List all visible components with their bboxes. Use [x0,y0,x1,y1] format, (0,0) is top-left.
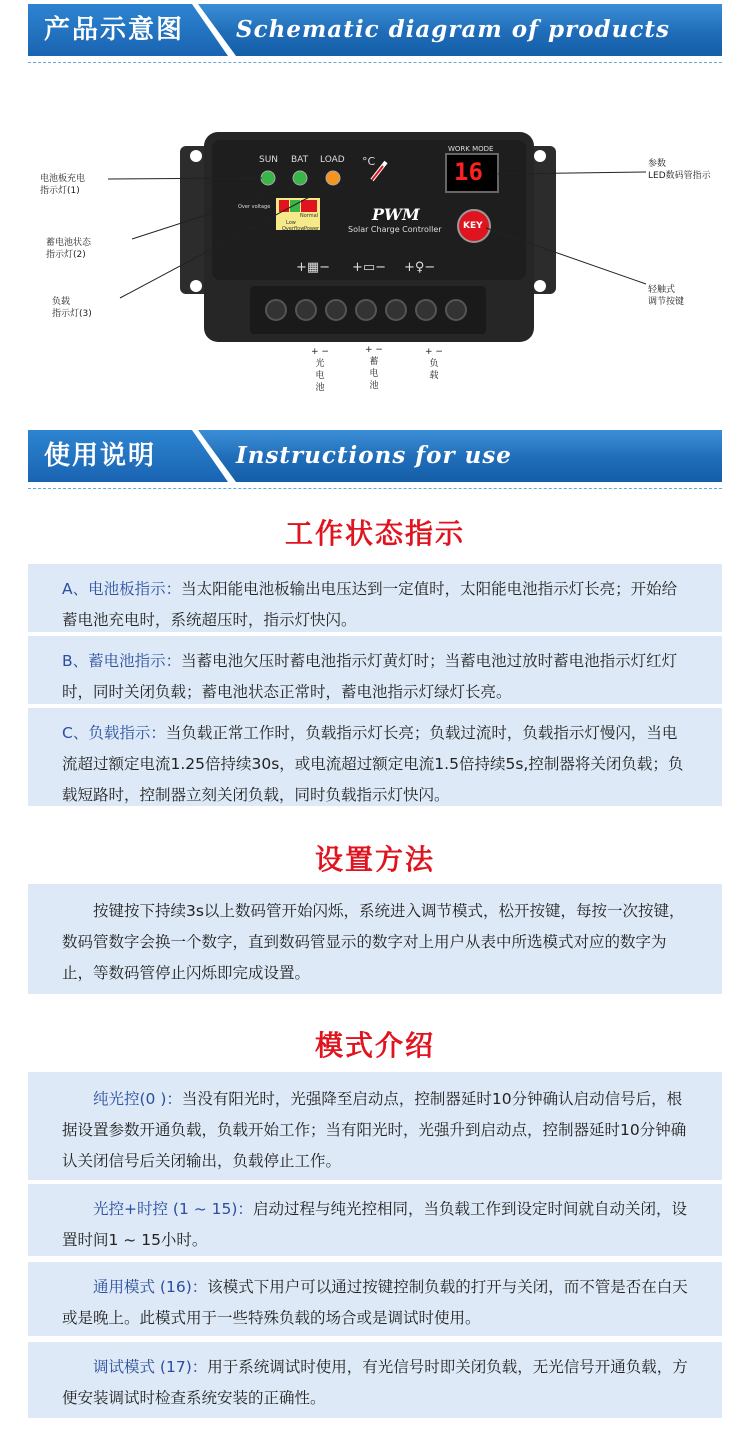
instructions-banner [28,430,722,482]
terminal-label-battery: + − 蓄 电 池 [365,345,383,391]
terminal-label-load: + − 负 载 [425,347,443,381]
callout-param-display: 参数 LED数码管指示 [648,159,711,181]
item-label: 光控+时控 (1 ~ 15)： [93,1200,253,1218]
pv-symbol: +▦− [296,260,331,275]
card-mode-debug [28,1342,722,1418]
battery-symbol: +▭− [352,260,387,275]
terminal-label-pv: + − 光 电 池 [311,347,329,393]
bat-label: BAT [291,155,309,165]
card-panel-indicator [28,564,722,632]
section-title-status: 工作状态指示 [284,517,465,550]
item-text: 当负载正常工作时，负载指示灯长亮；负载过流时，负载指示灯慢闪，当电流超过额定电流1.25倍持续30s，或电流超过额定电流1.5倍持续5s,控制器将关闭负载；负载短路时，控制器立刻关闭负载，同时负载指示灯快闪。 [62,724,684,804]
item-label: 通用模式 (16)： [93,1278,208,1296]
product-diagram-banner [28,4,722,56]
card-mode-light-timer [28,1184,722,1256]
overflow-label: Overflow [282,226,305,232]
item-label: 调试模式 (17)： [93,1358,208,1376]
callout-panel-indicator: 电池板充电 指示灯(1) [40,174,86,196]
divider [28,62,722,63]
section-title-setup: 设置方法 [314,843,435,876]
banner-title-cn: 产品示意图 [44,15,185,45]
celsius-label: °C [362,155,376,168]
callout-battery-indicator: 蓄电池状态 指示灯(2) [46,238,92,260]
item-text: 当太阳能电池板输出电压达到一定值时，太阳能电池指示灯长亮；开始给蓄电池充电时，系统超压时，指示灯快闪。 [62,580,678,629]
card-mode-general [28,1262,722,1336]
low-label: Low [286,220,296,226]
callout-key: 轻触式 调节按键 [648,285,685,307]
divider [28,488,722,489]
item-text: 用于系统调试时使用，有光信号时即关闭负载，无光信号开通负载，方便安装调试时检查系统安装的正确性。 [62,1358,688,1407]
callout-load-indicator: 负载 指示灯(3) [52,297,92,319]
pwm-label: PWM [372,205,420,224]
over-voltage-label: Over voltage [238,204,271,210]
power-label: Power [304,226,320,232]
banner-title-en: Instructions for use [236,442,512,469]
item-label: 纯光控(0 )： [93,1090,182,1108]
product-illustration [0,100,750,410]
section-title-modes: 模式介绍 [314,1029,435,1062]
card-load-indicator [28,708,722,806]
item-text: 当蓄电池欠压时蓄电池指示灯黄灯时；当蓄电池过放时蓄电池指示灯红灯时，同时关闭负载；蓄电池状态正常时，蓄电池指示灯绿灯长亮。 [62,652,678,701]
mode-display: 16 [454,158,483,186]
controller-subtitle: Solar Charge Controller [348,225,442,234]
banner-title-en: Schematic diagram of products [236,16,670,43]
work-mode-label: WORK MODE [448,145,494,153]
item-label: C、负载指示： [62,724,166,742]
load-label: LOAD [320,155,345,165]
item-text: 该模式下用户可以通过按键控制负载的打开与关闭，而不管是否在白天或是晚上。此模式用于一些特殊负载的场合或是调试时使用。 [62,1278,688,1327]
load-symbol: +♀− [404,260,436,275]
item-label: A、电池板指示： [62,580,182,598]
card-battery-indicator [28,636,722,704]
item-text: 启动过程与纯光控相同，当负载工作到设定时间就自动关闭，设置时间1 ~ 15小时。 [62,1200,687,1249]
banner-title-cn: 使用说明 [44,441,157,471]
card-setup-method [28,884,722,994]
normal-label: Normal [300,213,319,219]
sun-label: SUN [259,155,279,165]
item-text: 当没有阳光时，光强降至启动点，控制器延时10分钟确认启动信号后，根据设置参数开通负载，负载开始工作；当有阳光时，光强升到启动点，控制器延时10分钟确认关闭信号后关闭输出，负载停止工作。 [62,1090,687,1170]
card-mode-light [28,1072,722,1180]
setup-text: 按键按下持续3s以上数码管开始闪烁，系统进入调节模式，松开按键，每按一次按键，数码管数字会换一个数字，直到数码管显示的数字对上用户从表中所选模式对应的数字为止，等数码管停止闪烁即完成设置。 [62,902,685,982]
key-button[interactable]: KEY [463,221,483,231]
item-label: B、蓄电池指示： [62,652,182,670]
